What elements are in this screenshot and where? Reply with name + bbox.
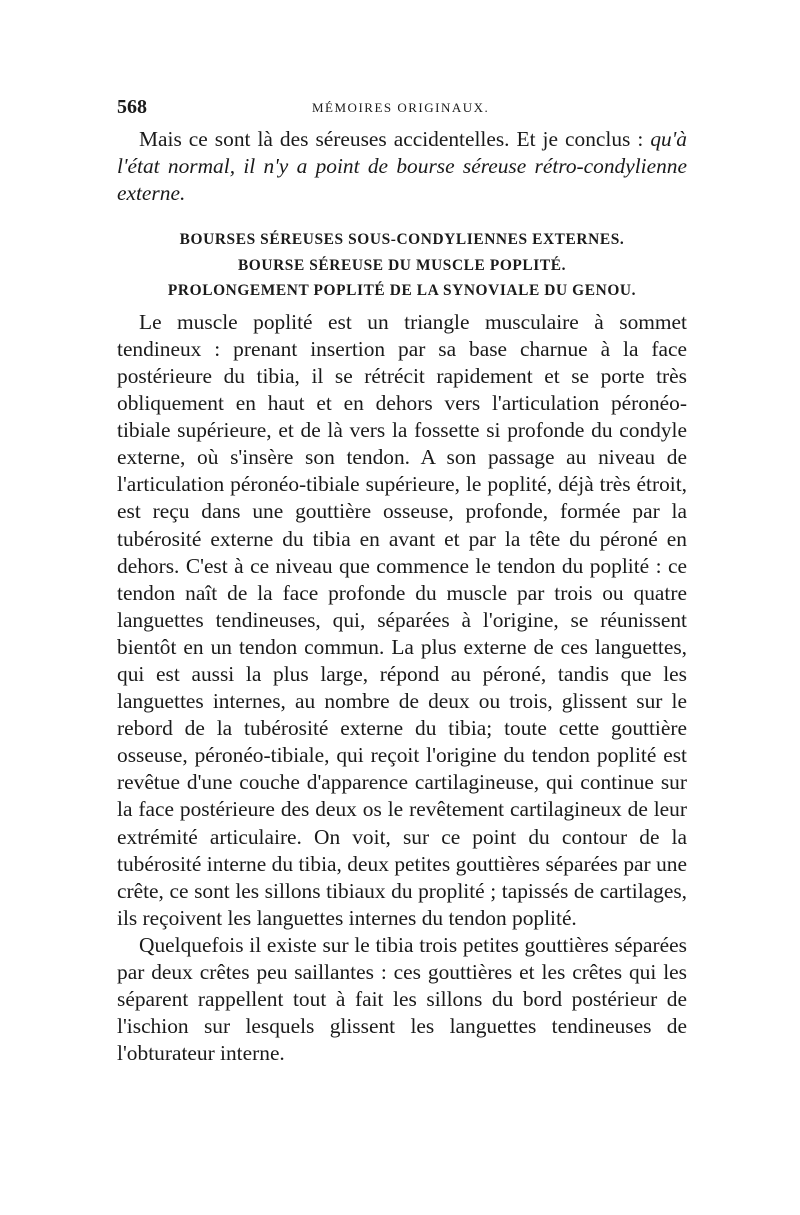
section-headings (117, 227, 687, 304)
closing-paragraph: Quelquefois il existe sur le tibia trois petites gouttières séparées par deux crêtes peu saillantes : ces gouttières et les crêtes qui les séparent rappellent tout à fait les sillons du bord postérieur de l'ischion sur lesquels glissent les languettes tendineuses de l'obturateur interne. (117, 932, 687, 1066)
running-title: MÉMOIRES ORIGINAUX. (312, 100, 490, 115)
running-header (117, 96, 687, 126)
book-page (117, 96, 687, 1067)
section-heading-2: BOURSE SÉREUSE DU MUSCLE POPLITÉ. (237, 256, 567, 274)
intro-conclusion-italic: qu'à l'état normal, il n'y a point de bourse séreuse rétro-condylienne externe. (117, 127, 687, 206)
section-heading-3: PROLONGEMENT POPLITÉ DE LA SYNOVIALE DU GENOU. (167, 282, 637, 300)
intro-paragraph (117, 126, 687, 207)
intro-text: Mais ce sont là des séreuses accidentelles. Et je conclus : (139, 127, 651, 151)
page-number: 568 (117, 96, 147, 118)
section-heading-1: BOURSES SÉREUSES SOUS-CONDYLIENNES EXTERNES. (179, 231, 625, 249)
body-paragraph: Le muscle poplité est un triangle musculaire à sommet tendineux : prenant insertion par sa base charnue à la face postérieure du tibia, il se rétrécit rapidement et se porte très obliquement en haut et en dehors vers l'articulation péronéo-tibiale supérieure, et de là vers la fossette si profonde du condyle externe, où s'insère son tendon. A son passage au niveau de l'articulation péronéo-tibiale supérieure, le poplité, déjà très étroit, est reçu dans une gouttière osseuse, profonde, formée par la tubérosité externe du tibia en avant et par la tête du péroné en dehors. C'est à ce niveau que commence le tendon du poplité : ce tendon naît de la face profonde du muscle par trois ou quatre languettes tendineuses, qui, séparées à l'origine, se réunissent bientôt en un tendon commun. La plus externe de ces languettes, qui est aussi la plus large, répond au péroné, tandis que les languettes internes, au nombre de deux ou trois, glissent sur le rebord de la tubérosité externe du tibia; toute cette gouttière osseuse, péronéo-tibiale, qui reçoit l'origine du tendon poplité est revêtue d'une couche d'apparence cartilagineuse, qui continue sur la face postérieure des deux os le revêtement cartilagineux de leur extrémité articulaire. On voit, sur ce point du contour de la tubérosité interne du tibia, deux petites gouttières séparées par une crête, ce sont les sillons tibiaux du proplité ; tapissés de cartilages, ils reçoivent les languettes internes du tendon poplité. (117, 309, 687, 930)
